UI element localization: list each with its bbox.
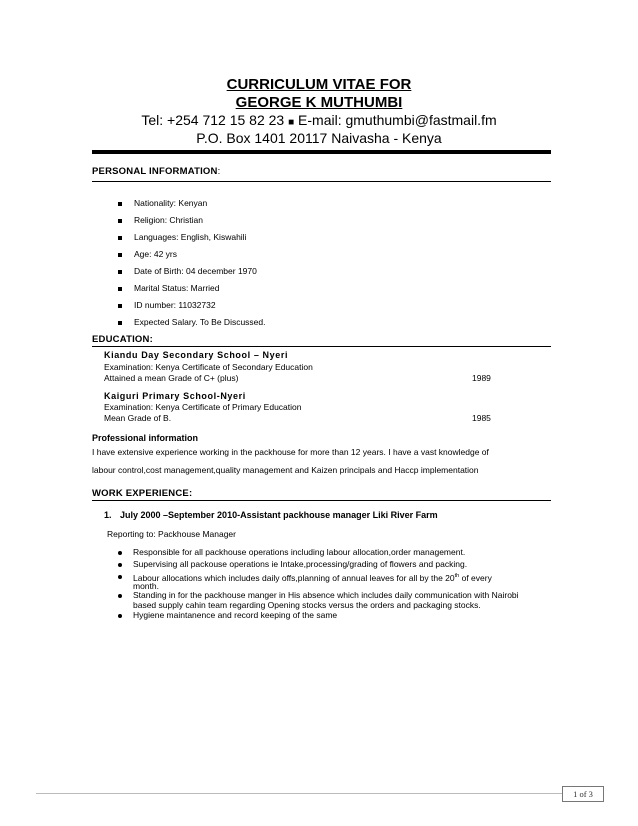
nationality: Nationality: Kenyan	[134, 198, 208, 208]
job-number: 1.	[104, 510, 112, 520]
personal-info-heading-colon: :	[217, 166, 221, 177]
postal-address: P.O. Box 1401 20117 Naivasha - Kenya	[196, 130, 442, 146]
superscript-th: th	[454, 573, 460, 579]
year: 1989	[472, 373, 491, 383]
grade: Attained a mean Grade of C+ (plus)	[104, 373, 239, 383]
job-title: July 2000 –September 2010-Assistant packhouse manager Liki River Farm	[120, 510, 438, 520]
grade: Mean Grade of B.	[104, 413, 172, 423]
languages: Languages: English, Kiswahili	[134, 232, 247, 242]
education-heading: EDUCATION:	[92, 334, 153, 345]
cv-title-line2: GEORGE K MUTHUMBI	[235, 94, 403, 111]
round-bullet-icon	[118, 614, 122, 618]
religion: Religion: Christian	[134, 215, 203, 225]
responsibility: Supervising all packouse operations ie Intake,processing/grading of flowers and packing.	[133, 559, 468, 569]
round-bullet-icon	[118, 551, 122, 555]
section-divider	[92, 181, 551, 182]
responsibility-continuation: month.	[133, 581, 159, 591]
responsibility-text: of every	[459, 572, 492, 583]
school-name: Kiandu Day Secondary School – Nyeri	[104, 350, 289, 360]
square-bullet-icon	[118, 202, 122, 206]
header-divider	[92, 150, 551, 154]
age: Age: 42 yrs	[134, 249, 177, 259]
contact-line	[0, 112, 638, 128]
personal-info-heading-text: PERSONAL INFORMATION	[92, 166, 218, 177]
square-bullet-icon	[118, 219, 122, 223]
school-name: Kaiguri Primary School-Nyeri	[104, 391, 246, 401]
id-number: ID number: 11032732	[134, 300, 216, 310]
round-bullet-icon	[118, 563, 122, 567]
section-divider	[92, 500, 551, 501]
round-bullet-icon	[118, 575, 122, 579]
personal-info-heading	[92, 166, 220, 177]
work-experience-heading: WORK EXPERIENCE:	[92, 488, 193, 499]
square-bullet-icon	[118, 270, 122, 274]
marital-status: Marital Status: Married	[134, 283, 220, 293]
cv-title-line1: CURRICULUM VITAE FOR	[226, 76, 412, 93]
reporting-line: Reporting to: Packhouse Manager	[107, 529, 236, 539]
section-divider	[92, 346, 551, 347]
responsibility: Responsible for all packhouse operations including labour allocation,order management.	[133, 547, 466, 557]
email: E-mail: gmuthumbi@fastmail.fm	[298, 112, 497, 128]
professional-info-text: labour control,cost management,quality management and Kaizen principals and Haccp implementation	[92, 465, 479, 475]
date-of-birth: Date of Birth: 04 december 1970	[134, 266, 257, 276]
responsibility: Standing in for the packhouse manger in His absence which includes daily communication with Nairobi	[133, 590, 519, 600]
square-bullet-icon	[118, 253, 122, 257]
responsibility-continuation: based supply cahin team regarding Opening stocks versus the orders and packaging stocks.	[133, 600, 481, 610]
square-bullet-icon	[118, 304, 122, 308]
square-bullet-icon	[118, 321, 122, 325]
responsibility: Hygiene maintanence and record keeping of the same	[133, 610, 338, 620]
professional-info-text: I have extensive experience working in the packhouse for more than 12 years. I have a vast knowledge of	[92, 447, 489, 457]
separator-square-icon: ■	[288, 117, 295, 128]
square-bullet-icon	[118, 287, 122, 291]
year: 1985	[472, 413, 491, 423]
examination: Examination: Kenya Certificate of Secondary Education	[104, 362, 313, 372]
page-number: 1 of 3	[562, 786, 604, 802]
telephone: Tel: +254 712 15 82 23	[141, 112, 285, 128]
expected-salary: Expected Salary. To Be Discussed.	[134, 317, 266, 327]
footer-rule	[36, 793, 562, 794]
responsibility-text: Labour allocations which includes daily offs,planning of annual leaves for all by the 20	[133, 572, 455, 583]
round-bullet-icon	[118, 594, 122, 598]
square-bullet-icon	[118, 236, 122, 240]
examination: Examination: Kenya Certificate of Primary Education	[104, 402, 302, 412]
professional-info-heading: Professional information	[92, 433, 199, 443]
